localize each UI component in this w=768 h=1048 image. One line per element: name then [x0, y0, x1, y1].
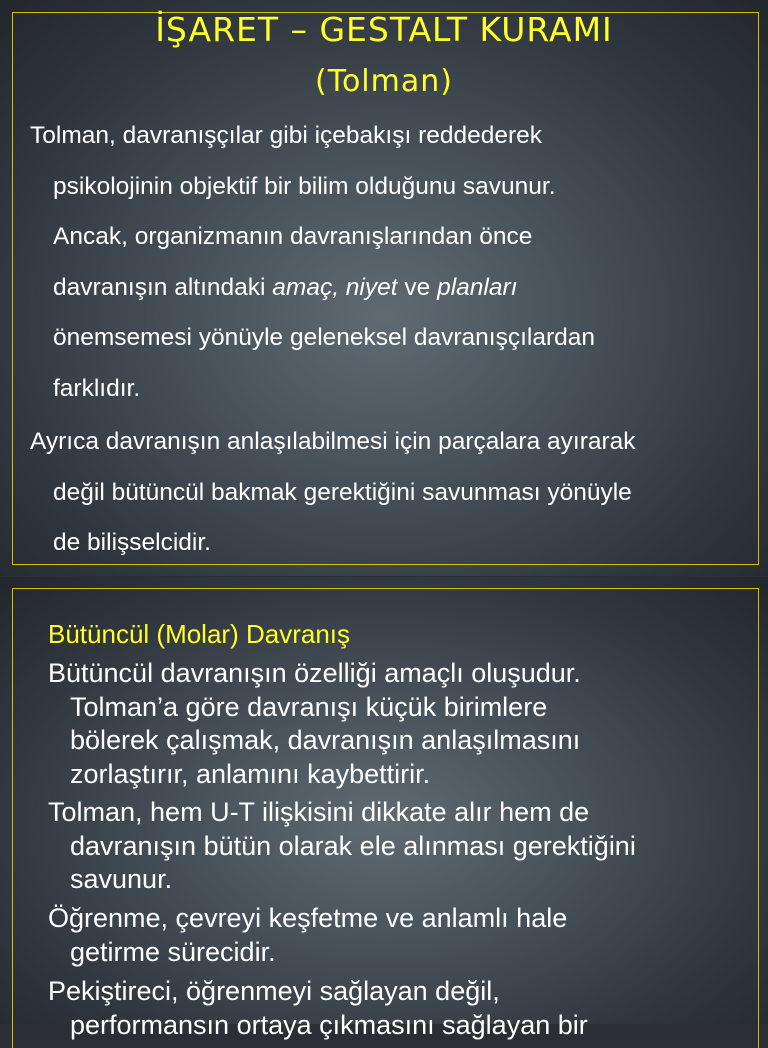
bullet-paragraph-4: [48, 975, 748, 1042]
text-line: [30, 263, 755, 314]
bullet-paragraph-2: [48, 796, 748, 897]
text-line: Tolman, hem U-T ilişkisini dikkate alır hem de: [48, 797, 590, 827]
text-line: de bilişselcidir.: [53, 529, 211, 556]
text-line: zorlaştırır, anlamını kaybettirir.: [70, 758, 431, 789]
slide-subtitle: (Tolman): [315, 64, 453, 99]
text-span: davranışın altındaki: [53, 273, 273, 301]
text-line: farklıdır.: [53, 374, 141, 402]
text-line: Tolman’a göre davranışı küçük birimlere: [70, 691, 548, 722]
text-line: değil bütüncül bakmak gerektiğini savunması yönüyle: [53, 478, 632, 506]
text-line: Pekiştireci, öğrenmeyi sağlayan değil,: [48, 976, 500, 1006]
text-line: performansın ortaya çıkmasını sağlayan bir: [70, 1009, 588, 1040]
emphasis-text: amaç, niyet: [272, 273, 398, 301]
section-heading: Bütüncül (Molar) Davranış: [48, 619, 350, 649]
paragraph-2: [30, 417, 755, 569]
slide-title: İŞARET – GESTALT KURAMI: [155, 10, 613, 49]
text-line: önemsemesi yönüyle geleneksel davranışçılardan: [53, 324, 596, 351]
slide-2: [0, 577, 768, 1040]
text-line: davranışın bütün olarak ele alınması gerektiğini: [70, 830, 636, 861]
bullet-paragraph-1: [48, 657, 748, 791]
text-line: Tolman, davranışçılar gibi içebakışı reddederek: [30, 122, 543, 149]
text-line: Ancak, organizmanın davranışlarından önce: [53, 223, 533, 250]
text-line: getirme sürecidir.: [70, 936, 276, 967]
text-line: Ayrıca davranışın anlaşılabilmesi için parçalara ayırarak: [30, 428, 636, 455]
text-line: savunur.: [70, 864, 173, 894]
text-line: Bütüncül davranışın özelliği amaçlı oluşudur.: [48, 658, 581, 688]
text-span: ve: [397, 273, 438, 301]
text-line: psikolojinin objektif bir bilim olduğunu savunur.: [53, 172, 556, 200]
emphasis-text: planları: [437, 273, 518, 301]
paragraph-1: [30, 111, 755, 414]
text-line: bölerek çalışmak, davranışın anlaşılmasını: [70, 725, 581, 755]
text-line: Öğrenme, çevreyi keşfetme ve anlamlı hale: [48, 903, 568, 933]
bullet-paragraph-3: [48, 902, 748, 969]
